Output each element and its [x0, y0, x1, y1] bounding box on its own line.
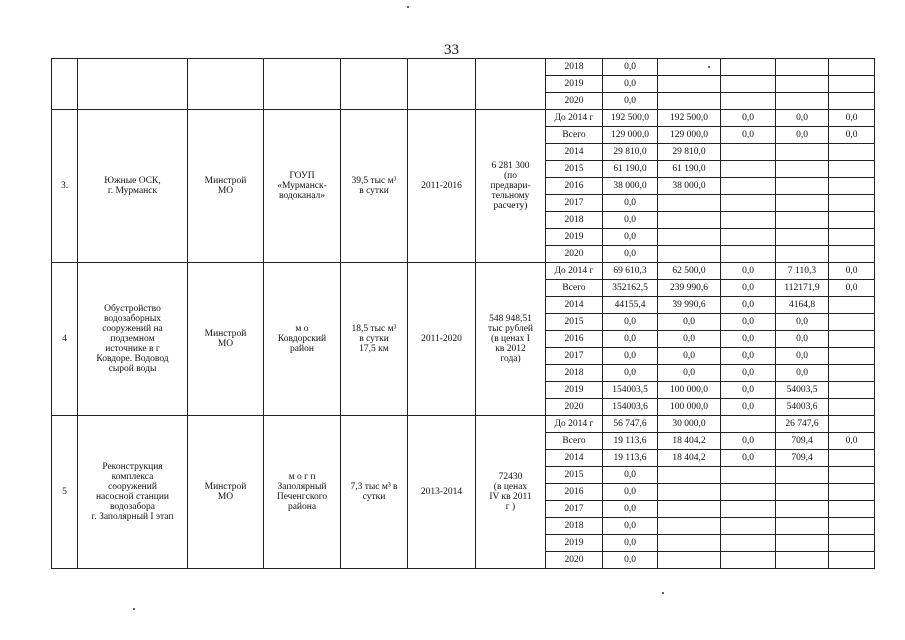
amount-cell: 0,0	[721, 450, 776, 467]
amount-cell	[776, 229, 829, 246]
total-cell: 154003,6	[603, 399, 658, 416]
executor-cell	[264, 59, 341, 110]
amount-cell: 0,0	[721, 297, 776, 314]
total-cell: 0,0	[603, 331, 658, 348]
scan-speck	[407, 6, 409, 8]
amount-cell	[829, 348, 875, 365]
amount-cell	[776, 59, 829, 76]
year-cell: 2018	[546, 518, 603, 535]
total-cell: 0,0	[603, 93, 658, 110]
scan-speck	[133, 608, 135, 610]
amount-cell: 0,0	[721, 263, 776, 280]
amount-cell: 0,0	[721, 331, 776, 348]
executor: ГОУП «Мурманск- водоканал»	[264, 110, 341, 263]
period: 2011-2020	[408, 263, 476, 416]
amount-cell: 0,0	[829, 280, 875, 297]
object-name: Южные ОСК, г. Мурманск	[78, 110, 188, 263]
year-cell: 2020	[546, 552, 603, 569]
project-row	[52, 263, 875, 280]
year-cell: Всего	[546, 280, 603, 297]
year-cell: 2020	[546, 399, 603, 416]
year-cell: До 2014 г	[546, 110, 603, 127]
total-cell: 0,0	[603, 365, 658, 382]
amount-cell	[829, 93, 875, 110]
total-cell: 0,0	[603, 195, 658, 212]
year-cell: 2017	[546, 348, 603, 365]
amount-cell: 239 990,6	[658, 280, 721, 297]
amount-cell: 0,0	[658, 348, 721, 365]
year-cell: 2014	[546, 450, 603, 467]
amount-cell: 0,0	[776, 127, 829, 144]
amount-cell	[829, 484, 875, 501]
amount-cell	[776, 144, 829, 161]
scan-speck	[662, 592, 664, 594]
amount-cell	[721, 59, 776, 76]
total-cell: 44155,4	[603, 297, 658, 314]
estimated-cost: 72430 (в ценах IV кв 2011 г )	[476, 416, 546, 569]
amount-cell: 0,0	[721, 127, 776, 144]
amount-cell: 0,0	[658, 365, 721, 382]
amount-cell: 0,0	[776, 314, 829, 331]
amount-cell	[776, 246, 829, 263]
amount-cell: 0,0	[721, 365, 776, 382]
amount-cell	[829, 212, 875, 229]
amount-cell: 129 000,0	[658, 127, 721, 144]
amount-cell	[829, 552, 875, 569]
total-cell: 0,0	[603, 467, 658, 484]
amount-cell	[829, 382, 875, 399]
total-cell: 0,0	[603, 484, 658, 501]
amount-cell: 7 110,3	[776, 263, 829, 280]
amount-cell: 18 404,2	[658, 450, 721, 467]
total-cell: 69 610,3	[603, 263, 658, 280]
carryover-row	[52, 59, 875, 76]
object-name: Обустройство водозаборных сооружений на подземном источнике в г Ковдоре. Водовод сырой воды	[78, 263, 188, 416]
amount-cell: 0,0	[829, 110, 875, 127]
amount-cell	[658, 518, 721, 535]
total-cell: 0,0	[603, 535, 658, 552]
amount-cell: 0,0	[658, 331, 721, 348]
amount-cell: 54003,5	[776, 382, 829, 399]
amount-cell	[721, 467, 776, 484]
total-cell: 61 190,0	[603, 161, 658, 178]
amount-cell	[658, 484, 721, 501]
amount-cell: 62 500,0	[658, 263, 721, 280]
amount-cell	[829, 144, 875, 161]
amount-cell	[721, 195, 776, 212]
period: 2011-2016	[408, 110, 476, 263]
amount-cell	[829, 535, 875, 552]
row-number: 3.	[52, 110, 78, 263]
year-cell: 2018	[546, 212, 603, 229]
amount-cell	[829, 195, 875, 212]
total-cell: 38 000,0	[603, 178, 658, 195]
capacity: 39,5 тыс м³ в сутки	[341, 110, 408, 263]
amount-cell: 0,0	[776, 365, 829, 382]
amount-cell	[829, 467, 875, 484]
total-cell: 0,0	[603, 76, 658, 93]
amount-cell	[658, 552, 721, 569]
row-number: 5	[52, 416, 78, 569]
amount-cell	[829, 501, 875, 518]
amount-cell	[658, 212, 721, 229]
amount-cell	[829, 59, 875, 76]
year-cell: 2015	[546, 467, 603, 484]
total-cell: 56 747,6	[603, 416, 658, 433]
year-cell: 2019	[546, 535, 603, 552]
year-cell: 2019	[546, 229, 603, 246]
executor: м о г п Заполярный Печенгского района	[264, 416, 341, 569]
capacity: 18,5 тыс м³ в сутки 17,5 км	[341, 263, 408, 416]
total-cell: 0,0	[603, 518, 658, 535]
amount-cell: 0,0	[829, 433, 875, 450]
capacity: 7,3 тыс м³ в сутки	[341, 416, 408, 569]
scan-speck	[708, 66, 710, 68]
amount-cell: 18 404,2	[658, 433, 721, 450]
year-cell: 2018	[546, 365, 603, 382]
year-cell: 2017	[546, 195, 603, 212]
year-cell: Всего	[546, 433, 603, 450]
year-cell: 2017	[546, 501, 603, 518]
amount-cell	[776, 195, 829, 212]
amount-cell	[776, 212, 829, 229]
customer: Минстрой МО	[188, 416, 264, 569]
total-cell: 352162,5	[603, 280, 658, 297]
total-cell: 192 500,0	[603, 110, 658, 127]
amount-cell: 0,0	[721, 433, 776, 450]
amount-cell: 192 500,0	[658, 110, 721, 127]
amount-cell	[776, 93, 829, 110]
amount-cell	[721, 76, 776, 93]
amount-cell	[721, 484, 776, 501]
amount-cell	[658, 467, 721, 484]
amount-cell	[776, 484, 829, 501]
amount-cell: 0,0	[721, 348, 776, 365]
amount-cell	[829, 450, 875, 467]
amount-cell	[721, 212, 776, 229]
amount-cell	[829, 246, 875, 263]
amount-cell	[721, 416, 776, 433]
amount-cell: 709,4	[776, 433, 829, 450]
amount-cell: 0,0	[776, 348, 829, 365]
total-cell: 0,0	[603, 314, 658, 331]
period-cell	[408, 59, 476, 110]
estimated-cost: 548 948,51 тыс рублей (в ценах I кв 2012 года)	[476, 263, 546, 416]
amount-cell	[829, 297, 875, 314]
customer: Минстрой МО	[188, 263, 264, 416]
amount-cell	[829, 229, 875, 246]
capacity-cell	[341, 59, 408, 110]
amount-cell	[721, 535, 776, 552]
total-cell: 0,0	[603, 59, 658, 76]
total-cell: 0,0	[603, 246, 658, 263]
amount-cell: 0,0	[721, 314, 776, 331]
period: 2013-2014	[408, 416, 476, 569]
amount-cell	[776, 518, 829, 535]
year-cell: 2020	[546, 246, 603, 263]
amount-cell: 112171,9	[776, 280, 829, 297]
project-row	[52, 110, 875, 127]
total-cell: 129 000,0	[603, 127, 658, 144]
object-name: Реконструкция комплекса сооружений насосной станции водозабора г. Заполярный I этап	[78, 416, 188, 569]
amount-cell	[776, 501, 829, 518]
amount-cell	[829, 161, 875, 178]
amount-cell	[829, 416, 875, 433]
amount-cell	[776, 552, 829, 569]
amount-cell: 0,0	[721, 399, 776, 416]
amount-cell: 38 000,0	[658, 178, 721, 195]
amount-cell	[721, 552, 776, 569]
amount-cell: 0,0	[721, 382, 776, 399]
total-cell: 0,0	[603, 348, 658, 365]
object-name-cell	[78, 59, 188, 110]
year-cell: 2015	[546, 314, 603, 331]
year-cell: 2016	[546, 331, 603, 348]
amount-cell	[658, 535, 721, 552]
amount-cell	[658, 59, 721, 76]
amount-cell	[721, 161, 776, 178]
amount-cell	[829, 331, 875, 348]
project-row	[52, 416, 875, 433]
year-cell: 2019	[546, 76, 603, 93]
amount-cell	[829, 399, 875, 416]
year-cell: 2015	[546, 161, 603, 178]
amount-cell	[721, 144, 776, 161]
amount-cell: 39 990,6	[658, 297, 721, 314]
amount-cell	[829, 365, 875, 382]
total-cell: 0,0	[603, 212, 658, 229]
amount-cell	[658, 93, 721, 110]
amount-cell	[721, 178, 776, 195]
total-cell: 0,0	[603, 501, 658, 518]
amount-cell	[658, 229, 721, 246]
amount-cell	[721, 229, 776, 246]
amount-cell	[776, 178, 829, 195]
amount-cell	[721, 93, 776, 110]
amount-cell: 30 000,0	[658, 416, 721, 433]
total-cell: 0,0	[603, 229, 658, 246]
year-cell: 2016	[546, 484, 603, 501]
amount-cell	[829, 314, 875, 331]
customer: Минстрой МО	[188, 110, 264, 263]
cost-cell	[476, 59, 546, 110]
page-number: 33	[444, 42, 459, 58]
year-cell: 2020	[546, 93, 603, 110]
amount-cell: 100 000,0	[658, 399, 721, 416]
amount-cell: 0,0	[721, 110, 776, 127]
amount-cell: 0,0	[776, 110, 829, 127]
amount-cell: 4164,8	[776, 297, 829, 314]
customer-cell	[188, 59, 264, 110]
year-cell: 2018	[546, 59, 603, 76]
amount-cell: 54003,6	[776, 399, 829, 416]
amount-cell	[658, 246, 721, 263]
year-cell: Всего	[546, 127, 603, 144]
amount-cell	[776, 76, 829, 93]
amount-cell	[829, 76, 875, 93]
amount-cell	[721, 246, 776, 263]
year-cell: 2019	[546, 382, 603, 399]
total-cell: 0,0	[603, 552, 658, 569]
total-cell: 19 113,6	[603, 433, 658, 450]
row-number: 4	[52, 263, 78, 416]
amount-cell: 0,0	[721, 280, 776, 297]
row-number-cell	[52, 59, 78, 110]
amount-cell	[658, 195, 721, 212]
amount-cell	[721, 518, 776, 535]
amount-cell: 29 810,0	[658, 144, 721, 161]
year-cell: 2016	[546, 178, 603, 195]
amount-cell	[721, 501, 776, 518]
amount-cell: 61 190,0	[658, 161, 721, 178]
estimated-cost: 6 281 300 (по предвари- тельному расчету)	[476, 110, 546, 263]
amount-cell	[829, 518, 875, 535]
year-cell: До 2014 г	[546, 416, 603, 433]
amount-cell: 709,4	[776, 450, 829, 467]
amount-cell	[776, 161, 829, 178]
amount-cell: 0,0	[829, 263, 875, 280]
year-cell: До 2014 г	[546, 263, 603, 280]
amount-cell	[776, 467, 829, 484]
amount-cell: 0,0	[776, 331, 829, 348]
amount-cell: 0,0	[829, 127, 875, 144]
amount-cell: 0,0	[658, 314, 721, 331]
program-table	[51, 58, 875, 569]
amount-cell: 100 000,0	[658, 382, 721, 399]
year-cell: 2014	[546, 144, 603, 161]
amount-cell	[658, 76, 721, 93]
total-cell: 154003,5	[603, 382, 658, 399]
total-cell: 19 113,6	[603, 450, 658, 467]
year-cell: 2014	[546, 297, 603, 314]
total-cell: 29 810,0	[603, 144, 658, 161]
amount-cell	[658, 501, 721, 518]
amount-cell	[776, 535, 829, 552]
executor: м о Ковдорский район	[264, 263, 341, 416]
amount-cell: 26 747,6	[776, 416, 829, 433]
amount-cell	[829, 178, 875, 195]
